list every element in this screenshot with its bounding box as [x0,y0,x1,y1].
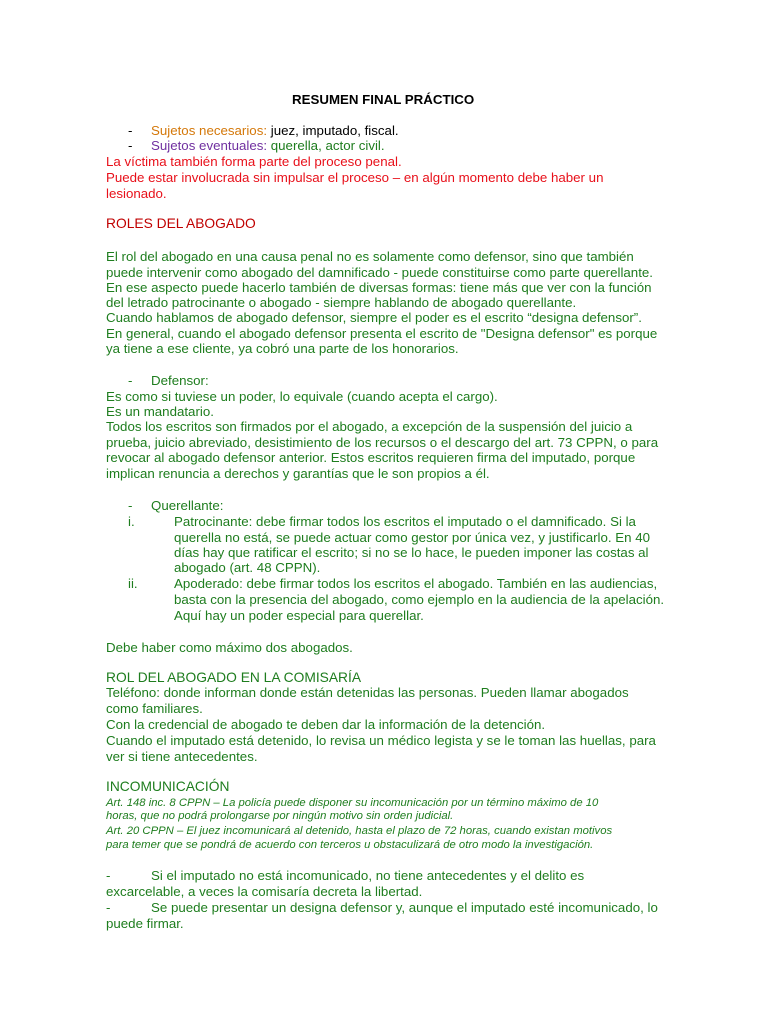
defensor-line: prueba, juicio abreviado, desistimiento de los recursos o el descargo del art. 73 CPPN, o para [106,435,659,450]
comisaria-line: Cuando el imputado está detenido, lo revisa un médico legista y se le toman las huellas, para [106,733,656,748]
defensor-line: Es un mandatario. [106,404,214,419]
querellante-item-line: Apoderado: debe firmar todos los escritos el abogado. También en las audiencias, [174,576,658,591]
sujetos-eventuales-line [151,138,385,154]
comisaria-line: como familiares. [106,701,203,716]
querellante-item-line: querella no está, se puede actuar como gestor por única vez, y justificarlo. En 40 [174,530,651,545]
querellante-item-line: Patrocinante: debe firmar todos los escritos el imputado o el damnificado. Si la [174,514,636,529]
max-abogados-line: Debe haber como máximo dos abogados. [106,640,353,655]
incomunicacion-bullet-line: puede firmar. [106,916,184,931]
intro-line-2: Puede estar involucrada sin impulsar el proceso – en algún momento debe haber un [106,170,604,185]
sujetos-necesarios-line [151,123,399,139]
section-heading-roles: ROLES DEL ABOGADO [106,216,256,231]
defensor-line: Es como si tuviese un poder, lo equivale (cuando acepta el cargo). [106,389,498,404]
comisaria-line: Con la credencial de abogado te deben dar la información de la detención. [106,717,546,732]
section-heading-comisaria: ROL DEL ABOGADO EN LA COMISARÍA [106,670,362,685]
querellante-item-line: basta con la presencia del abogado, como ejemplo en la audiencia de la apelación. [174,592,665,607]
list-number: ii. [128,576,138,591]
sujetos-eventuales-value: querella, actor civil. [267,138,385,153]
roles-p1-line: del letrado patrocinante o abogado - siempre hablando de abogado querellante. [106,295,577,310]
article-citation-line: Art. 148 inc. 8 CPPN – La policía puede disponer su incomunicación por un término máximo de 10 [106,797,599,809]
defensor-label: Defensor: [151,373,209,388]
roles-p1-line: puede intervenir como abogado del damnificado - puede constituirse como parte querellante. [106,265,653,280]
querellante-item-line: días hay que ratificar el escrito; si no se lo hace, le pueden imponer las costas al [174,545,649,560]
incomunicacion-bullet-line: excarcelable, a veces la comisaría decreta la libertad. [106,884,423,899]
sujetos-necesarios-label: Sujetos necesarios: [151,123,268,138]
list-number: i. [128,514,135,529]
intro-line-1: La víctima también forma parte del proceso penal. [106,154,402,169]
page-title: RESUMEN FINAL PRÁCTICO [292,92,475,107]
roles-p1-line: Cuando hablamos de abogado defensor, siempre el poder es el escrito “designa defensor”. [106,310,642,325]
querellante-item-line: abogado (art. 48 CPPN). [174,560,321,575]
intro-line-3: lesionado. [106,186,167,201]
defensor-line: revocar al abogado defensor anterior. Estos escritos requieren firma del imputado, porque [106,450,636,465]
roles-p1-line: En ese aspecto puede hacerlo también de diversas formas: tiene más que ver con la función [106,280,652,295]
roles-p1-line: El rol del abogado en una causa penal no es solamente como defensor, sino que también [106,249,634,264]
bullet-dash: - [128,373,133,388]
defensor-line: implican renuncia a derechos y garantías que le son propios a él. [106,466,490,481]
article-citation-line: Art. 20 CPPN – El juez incomunicará al detenido, hasta el plazo de 72 horas, cuando existan motivos [106,825,613,837]
article-citation-line: para temer que se pondrá de acuerdo con terceros u obstaculizará de otro modo la investigación. [106,839,594,851]
section-heading-incomunicacion: INCOMUNICACIÓN [106,779,230,794]
incomunicacion-bullet-line: Se puede presentar un designa defensor y, aunque el imputado esté incomunicado, lo [151,900,658,915]
roles-p1-line: En general, cuando el abogado defensor presenta el escrito de "Designa defensor" es porque [106,326,658,341]
incomunicacion-bullet-line: Si el imputado no está incomunicado, no tiene antecedentes y el delito es [151,868,585,883]
sujetos-necesarios-value: juez, imputado, fiscal. [267,123,399,138]
bullet-dash: - [128,498,133,513]
bullet-dash: - [106,868,111,883]
comisaria-line: Teléfono: donde informan donde están detenidas las personas. Pueden llamar abogados [106,685,629,700]
sujetos-eventuales-label: Sujetos eventuales: [151,138,268,153]
bullet-dash: - [106,900,111,915]
comisaria-line: ver si tiene antecedentes. [106,749,258,764]
article-citation-line: horas, que no podrá prolongarse por ningún motivo sin orden judicial. [106,810,454,822]
querellante-item-line: Aquí hay un poder especial para querellar. [174,608,424,623]
defensor-line: Todos los escritos son firmados por el abogado, a excepción de la suspensión del juicio a [106,419,633,434]
bullet-dash: - [128,138,133,153]
roles-p1-line: ya tiene a ese cliente, ya cobró una parte de los honorarios. [106,341,459,356]
querellante-label: Querellante: [151,498,224,513]
bullet-dash: - [128,123,133,138]
